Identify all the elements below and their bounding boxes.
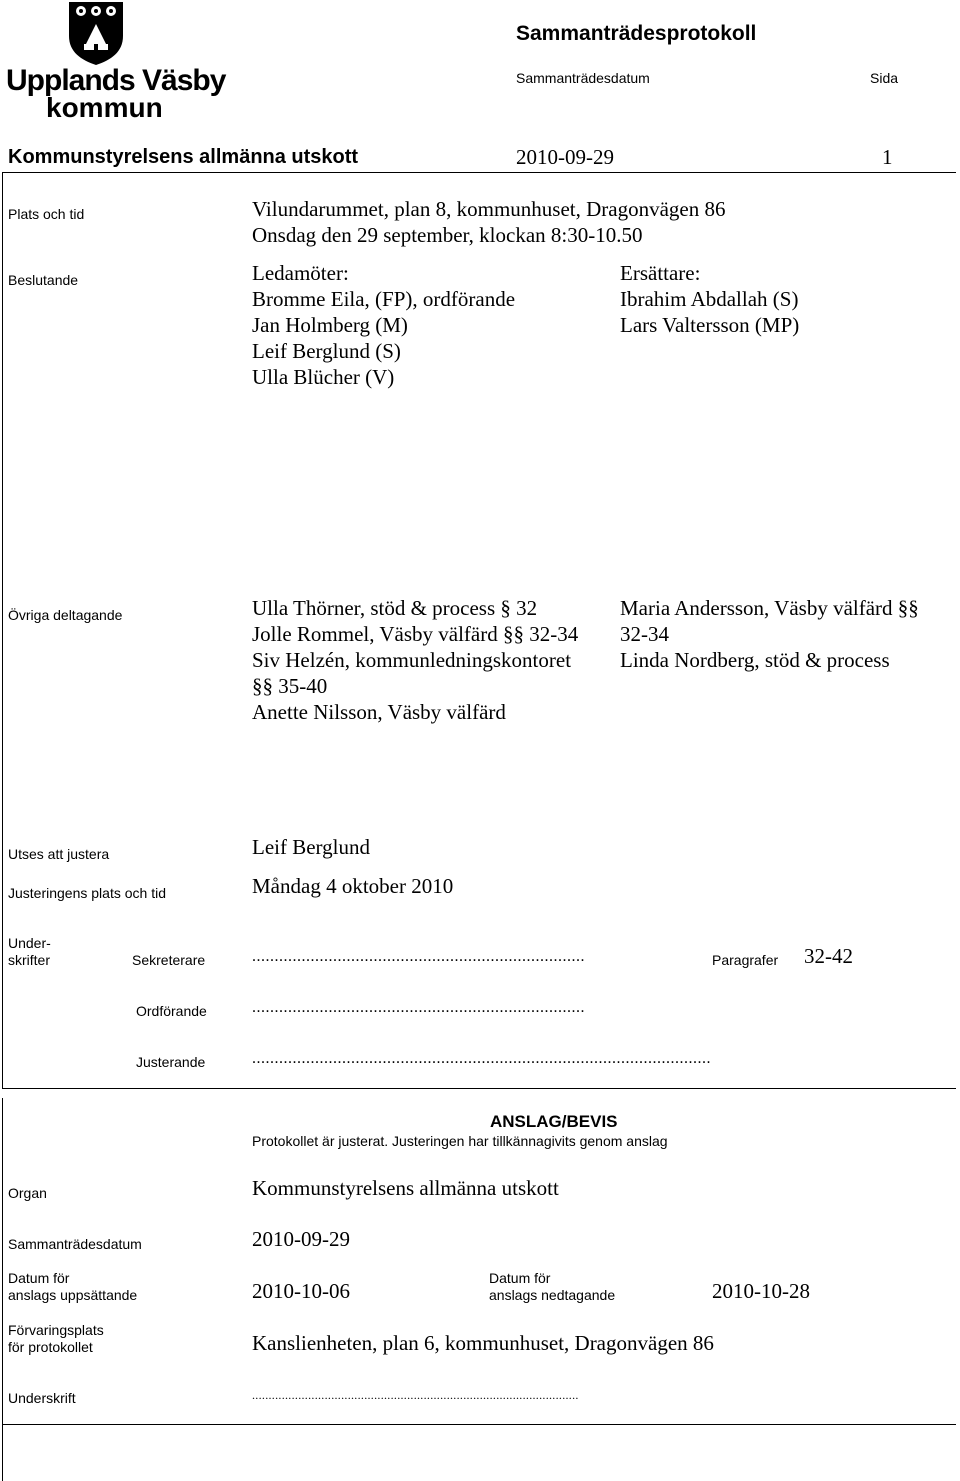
participant-line: Linda Nordberg, stöd & process	[620, 648, 890, 672]
coat-of-arms-icon	[66, 0, 126, 66]
signatures-label: Under- skrifter	[8, 935, 51, 968]
substitute-item: Ibrahim Abdallah (S)	[620, 287, 799, 311]
place-label: Plats och tid	[8, 206, 85, 222]
others-col1	[252, 595, 578, 725]
participant-line: Maria Andersson, Väsby välfärd §§	[620, 596, 919, 620]
adjust-value: Leif Berglund	[252, 835, 371, 859]
posted-date-label: Datum för anslags uppsättande	[8, 1270, 138, 1303]
chair-label: Ordförande	[136, 1003, 207, 1019]
substitutes-block	[620, 260, 799, 338]
organ-value: Kommunstyrelsens allmänna utskott	[252, 1176, 559, 1200]
notice-rule	[2, 1088, 956, 1089]
members-heading: Ledamöter:	[252, 261, 349, 285]
committee-name: Kommunstyrelsens allmänna utskott	[8, 146, 359, 168]
header-date-label: Sammanträdesdatum	[516, 70, 650, 86]
deciding-label: Beslutande	[8, 272, 79, 288]
posted-date-value: 2010-10-06	[252, 1279, 350, 1303]
members-block	[252, 260, 515, 390]
place-line: Vilundarummet, plan 8, kommunhuset, Dragonvägen 86	[252, 197, 726, 221]
participant-line: Ulla Thörner, stöd & process § 32	[252, 596, 538, 620]
secretary-label: Sekreterare	[132, 952, 206, 968]
others-label: Övriga deltagande	[8, 607, 123, 623]
place-block	[252, 196, 725, 248]
adjuster-signature-line[interactable]: ......................................................................................................	[252, 1050, 711, 1067]
participant-line: Siv Helzén, kommunledningskontoret	[252, 648, 572, 672]
notice-signature-line[interactable]: ...................................................................................................	[252, 1388, 579, 1402]
notice-meeting-date-value: 2010-09-29	[252, 1227, 350, 1251]
member-item: Bromme Eila, (FP), ordförande	[252, 287, 516, 311]
participant-line: Anette Nilsson, Väsby välfärd	[252, 700, 506, 724]
organ-label: Organ	[8, 1185, 47, 1201]
adjust-place-label: Justeringens plats och tid	[8, 885, 166, 901]
others-col2	[620, 595, 919, 673]
logo-text-line2: kommun	[46, 92, 163, 123]
municipality-logo	[6, 0, 226, 123]
logo-text-line1: Upplands Väsby	[6, 64, 226, 97]
member-item: Ulla Blücher (V)	[252, 365, 395, 389]
adjuster-label: Justerande	[136, 1054, 206, 1070]
storage-label: Förvaringsplats för protokollet	[8, 1322, 104, 1355]
notice-subtitle: Protokollet är justerat. Justeringen har tillkännagivits genom anslag	[252, 1133, 668, 1149]
header-page-label: Sida	[870, 70, 899, 86]
chair-signature-line[interactable]: ..........................................................................	[252, 999, 585, 1016]
participant-line: §§ 35-40	[252, 674, 328, 698]
adjust-place-value: Måndag 4 oktober 2010	[252, 874, 454, 898]
member-item: Leif Berglund (S)	[252, 339, 401, 363]
removed-date-value: 2010-10-28	[712, 1279, 810, 1303]
header-rule	[2, 172, 956, 173]
notice-signature-label: Underskrift	[8, 1390, 76, 1406]
paragraphs-value: 32-42	[804, 944, 853, 968]
secretary-signature-line[interactable]: ..........................................................................	[252, 948, 585, 965]
storage-value: Kanslienheten, plan 6, kommunhuset, Dragonvägen 86	[252, 1331, 714, 1355]
adjust-label: Utses att justera	[8, 846, 110, 862]
participant-line: Jolle Rommel, Väsby välfärd §§ 32-34	[252, 622, 579, 646]
notice-title: ANSLAG/BEVIS	[490, 1112, 618, 1131]
participant-line: 32-34	[620, 622, 669, 646]
member-item: Jan Holmberg (M)	[252, 313, 408, 337]
footer-rule	[2, 1424, 956, 1425]
place-line: Onsdag den 29 september, klockan 8:30-10.50	[252, 223, 643, 247]
document-title: Sammanträdesprotokoll	[516, 22, 757, 45]
removed-date-label: Datum för anslags nedtagande	[489, 1270, 616, 1303]
paragraphs-label: Paragrafer	[712, 952, 779, 968]
left-rule-upper	[2, 172, 3, 1088]
substitutes-heading: Ersättare:	[620, 261, 701, 285]
meeting-date: 2010-09-29	[516, 145, 614, 169]
substitute-item: Lars Valtersson (MP)	[620, 313, 800, 337]
page-number: 1	[882, 145, 893, 169]
notice-meeting-date-label: Sammanträdesdatum	[8, 1236, 142, 1252]
